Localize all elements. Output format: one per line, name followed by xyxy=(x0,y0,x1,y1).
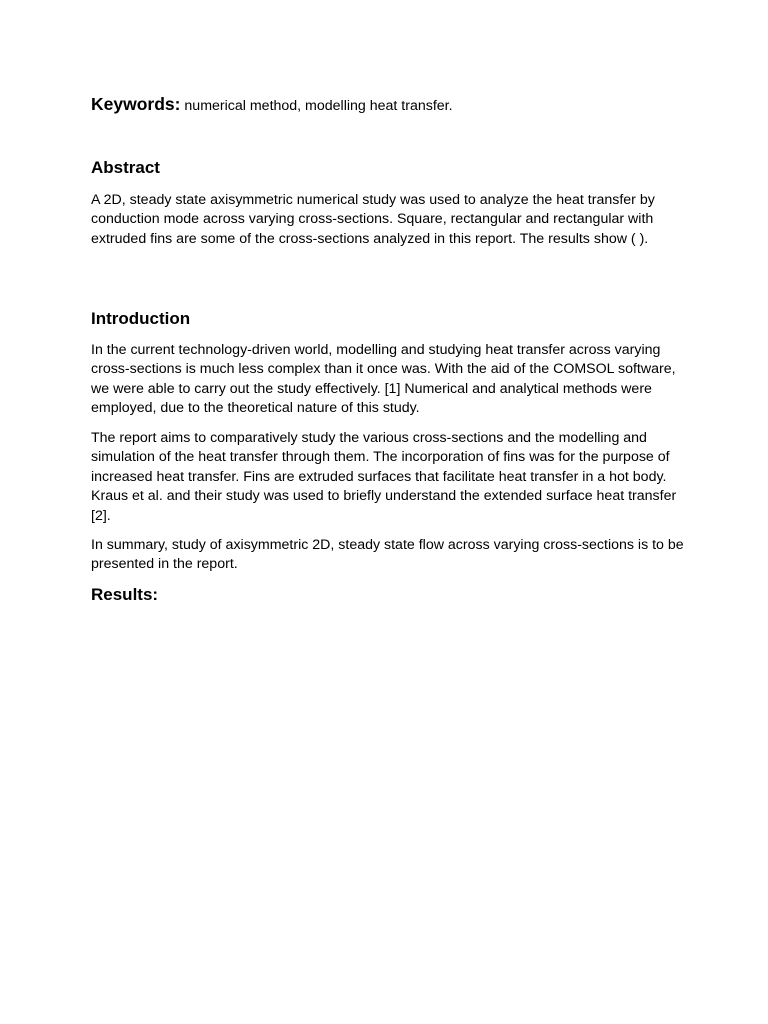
keywords-label: Keywords: xyxy=(91,94,181,114)
introduction-paragraph-1: In the current technology-driven world, modelling and studying heat transfer across varying cross-sections is much less complex than it once was. With the aid of the COMSOL software, we were able to carry out the study effectively. [1] Numerical and analytical methods were employed, due to the theoretical nature of this study. xyxy=(91,342,676,417)
introduction-paragraph-2: The report aims to comparatively study the various cross-sections and the modelling and simulation of the heat transfer through them. The incorporation of fins was for the purpose of increased heat transfer. Fins are extruded surfaces that facilitate heat transfer in a hot body. Kraus et al. and their study was used to briefly understand the extended surface heat transfer [2]. xyxy=(91,430,677,524)
keywords-line xyxy=(91,92,691,118)
introduction-paragraph-3: In summary, study of axisymmetric 2D, steady state flow across varying cross-sections is to be presented in the report. xyxy=(91,537,684,573)
results-heading: Results: xyxy=(91,585,159,604)
abstract-paragraph: A 2D, steady state axisymmetric numerical study was used to analyze the heat transfer by conduction mode across varying cross-sections. Square, rectangular and rectangular with extruded fins are some of the cross-sections analyzed in this report. The results show ( ). xyxy=(91,192,655,247)
abstract-heading: Abstract xyxy=(91,158,160,177)
document-page xyxy=(91,0,691,1024)
introduction-heading: Introduction xyxy=(91,309,191,328)
keywords-text: numerical method, modelling heat transfer. xyxy=(180,98,453,114)
